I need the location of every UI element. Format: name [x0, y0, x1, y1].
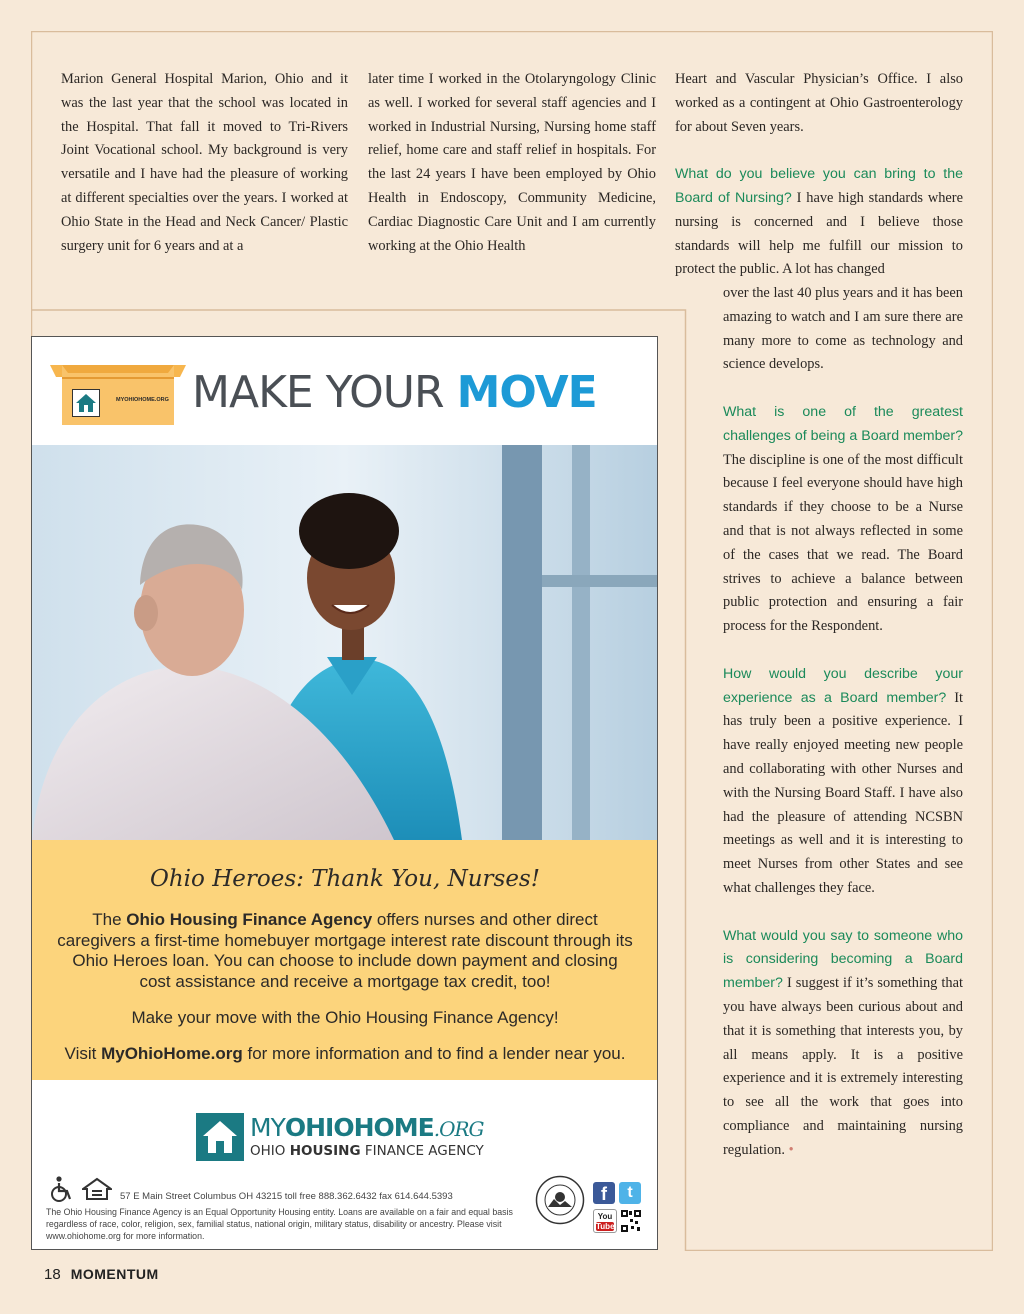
- article-column-3-side: [723, 282, 963, 1162]
- nurse-patient-photo: [32, 445, 658, 840]
- article-paragraph: Marion General Hospital Marion, Ohio and it was the last year that the school was located in the Hospital. That fall it moved to Tri-Rivers Joint Vocational school. My background is very versatile and I have had the pleasure of working at different specialties over the years. I worked at Ohio State in the Head and Neck Cancer/ Plastic surgery unit for 6 years and at a: [61, 71, 348, 254]
- ad-message-panel: [32, 840, 658, 1080]
- answer-text: I suggest if it’s something that you have always been curious about and that it is something that interests you, by all means apply. It is a positive experience and it is extremely interesting to see all the work that goes into compliance and maintaining nursing regulation.: [723, 975, 963, 1158]
- moving-box-logo: [50, 359, 186, 425]
- ad-website-line[interactable]: Visit MyOhioHome.org for more information and to find a lender near you.: [64, 1044, 626, 1063]
- question-heading: What do you believe you can bring to the Board of Nursing?: [675, 166, 963, 206]
- ad-headline: MAKE YOUR MOVE: [192, 367, 597, 418]
- equal-housing-icon: [82, 1177, 112, 1201]
- ad-body-text: The Ohio Housing Finance Agency offers nurses and other direct caregivers a first-time homebuyer mortgage interest rate discount through its Ohio Heroes loan. You can choose to include down payment and closing cost assistance and receive a mortgage tax credit, too!: [57, 910, 633, 991]
- ad-header: [32, 337, 657, 447]
- article-paragraph: [675, 163, 963, 282]
- article-column-3-top: [675, 68, 963, 282]
- ad-script-title: Ohio Heroes: Thank You, Nurses!: [150, 866, 540, 892]
- logo-subtitle: OHIO HOUSING FINANCE AGENCY: [250, 1143, 484, 1159]
- article-paragraph: later time I worked in the Otolaryngology Clinic as well. I worked for several staff agencies and I worked in Industrial Nursing, Nursing home staff relief, home care and staff relief in hospitals. For the last 24 years I have been employed by Ohio Health in Endoscopy, Community Medicine, Cardiac Diagnostic Care Unit and I am currently working at the Ohio Health: [368, 71, 656, 254]
- question-heading: What would you say to someone who is considering becoming a Board member?: [723, 927, 963, 992]
- wheelchair-icon: [48, 1175, 76, 1203]
- answer-text: It has truly been a positive experience. I have really enjoyed meeting new people and collaborating with other Nurses and with the Nursing Board Staff. I have also had the pleasure of attending NCSBN meetings as well and it is interesting to meet Nurses from other States and see what challenges they face.: [723, 689, 963, 896]
- twitter-icon[interactable]: t: [619, 1182, 641, 1204]
- qr-code-icon[interactable]: [620, 1209, 642, 1233]
- answer-text: I have high standards where nursing is concerned and I believe those standards will help me fulfill our mission to protect the public. A lot has changed: [675, 189, 963, 278]
- box-label: MYOHIOHOME.ORG: [116, 397, 169, 403]
- article-paragraph: [723, 401, 963, 639]
- end-mark: •: [788, 1141, 794, 1158]
- question-heading: What is one of the greatest challenges of being a Board member?: [723, 403, 963, 444]
- page-number: 18: [44, 1266, 61, 1283]
- agency-address: 57 E Main Street Columbus OH 43215 toll free 888.362.6432 fax 614.644.5393: [120, 1191, 453, 1202]
- logo-wordmark: MYOHIOHOME.ORG: [250, 1113, 484, 1142]
- youtube-icon[interactable]: You Tube: [593, 1209, 617, 1233]
- ad-call-to-action: Make your move with the Ohio Housing Finance Agency!: [131, 1008, 559, 1027]
- ohio-seal-icon: [535, 1175, 585, 1225]
- article-paragraph: [723, 663, 963, 901]
- fair-housing-disclaimer: The Ohio Housing Finance Agency is an Equal Opportunity Housing entity. Loans are available on a fair and equal basis regardless of race, color, religion, sex, familial status, national origin, military status, disability or ancestry. Please visit www.ohiohome.org for more information.: [46, 1207, 513, 1241]
- myohiohome-logo[interactable]: [196, 1113, 496, 1161]
- article-column-1: [61, 68, 348, 258]
- facebook-icon[interactable]: f: [593, 1182, 615, 1204]
- article-paragraph: [723, 925, 963, 1163]
- house-icon: [72, 389, 100, 417]
- answer-text: The discipline is one of the most difficult because I feel everyone should have high standards if they choose to be a Nurse and that is not always reflected in some of the cases that we read. The Board strives to achieve a balance between public protection and ensuring a fair process for the Respondent.: [723, 451, 963, 635]
- question-heading: How would you describe your experience as a Board member?: [723, 665, 963, 706]
- article-paragraph: over the last 40 plus years and it has been amazing to watch and I am sure there are many more to come as technology and science develops.: [723, 285, 963, 373]
- magazine-name: MOMENTUM: [70, 1266, 159, 1282]
- article-paragraph: Heart and Vascular Physician’s Office. I also worked as a contingent at Ohio Gastroenterology for about Seven years.: [675, 71, 963, 135]
- house-icon: [196, 1113, 244, 1161]
- advertisement[interactable]: [31, 336, 658, 1250]
- article-column-2: [368, 68, 656, 258]
- page-footer: [44, 1266, 159, 1283]
- ad-website-link[interactable]: MyOhioHome.org: [101, 1044, 243, 1063]
